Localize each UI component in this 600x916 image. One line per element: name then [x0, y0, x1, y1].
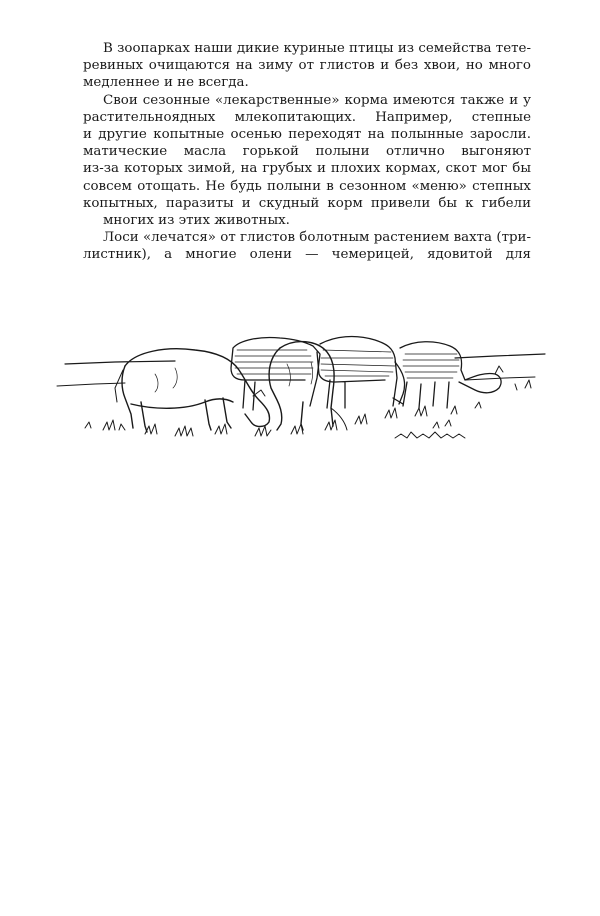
grazing-cattle-illustration — [55, 318, 550, 458]
cow-back-3 — [400, 342, 503, 408]
text-line: Лоси «лечатся» от глистов болотным растением вахта (три- — [103, 230, 531, 246]
cow-back-2 — [317, 337, 405, 408]
cow-front-middle — [269, 342, 347, 430]
body-text — [83, 40, 531, 263]
text-line: растительноядных млекопитающих. Например, степные — [83, 109, 531, 125]
paragraph-2 — [83, 92, 531, 230]
paragraph-3 — [83, 229, 531, 263]
text-line: листник), а многие олени — чемерицей, ядовитой для — [83, 247, 531, 263]
text-line: и другие копытные осенью переходят на полынные заросли. — [83, 126, 531, 142]
text-line: матические масла горькой полыни отлично выгоняют — [83, 144, 531, 160]
text-line: ревиных очищаются на зиму от глистов и без хвои, но много — [83, 58, 531, 74]
paragraph-1 — [83, 40, 531, 92]
text-line: Свои сезонные «лекарственные» корма имеются также и у — [103, 92, 531, 108]
text-line: многих из этих животных. — [103, 212, 290, 228]
grass-tufts — [85, 380, 531, 438]
text-line: из-за которых зимой, на грубых и плохих кормах, скот мог бы — [83, 161, 531, 177]
cow-back-1 — [231, 337, 320, 410]
text-line: копытных, паразиты и скудный корм привели бы к гибели — [83, 195, 531, 211]
text-line: медленнее и не всегда. — [83, 75, 249, 91]
text-line: В зоопарках наши дикие куриные птицы из семейства тете- — [103, 41, 531, 56]
text-line: совсем отощать. Не будь полыни в сезонном «меню» степных — [83, 178, 531, 194]
